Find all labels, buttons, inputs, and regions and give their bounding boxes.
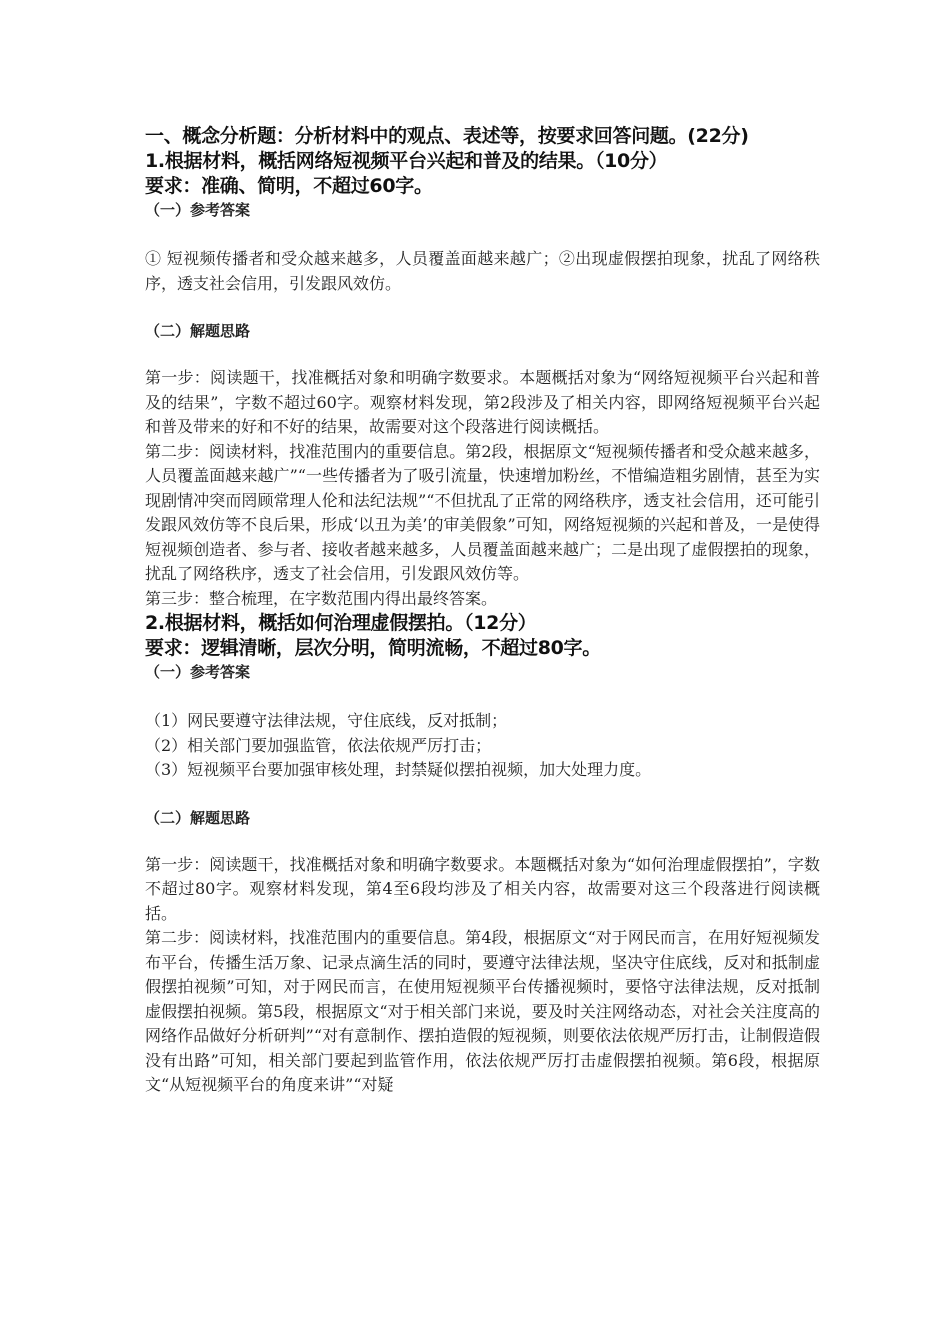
- question-2: 2.根据材料，概括如何治理虚假摆拍。（12分）: [145, 612, 537, 634]
- q1-step-3: 第三步：整合梳理，在字数范围内得出最终答案。: [145, 588, 498, 608]
- spacer: [145, 296, 820, 320]
- question-1-requirement: 要求：准确、简明，不超过60字。: [145, 175, 433, 197]
- q2-answer-item-3: （3）短视频平台要加强审核处理，封禁疑似摆拍视频，加大处理力度。: [145, 760, 652, 779]
- q2-step-2: 第二步：阅读材料，找准范围内的重要信息。第4段，根据原文“对于网民而言，在用好短视频发布平台，传播生活万象、记录点滴生活的同时，要遵守法律法规，坚决守住底线，反对和抵制虚假摆拍视频”可知，对于网民而言，在使用短视频平台传播视频时，要恪守法律法规，反对抵制虚假摆拍视频。第5段，根据原文“对于相关部门来说，要及时关注网络动态，对社会关注度高的网络作品做好分析研判”“对有意制作、摆拍造假的短视频，则要依法依规严厉打击，让制假造假没有出路”可知，相关部门要起到监管作用，依法依规严厉打击虚假摆拍视频。第6段，根据原文“从短视频平台的角度来讲”“对疑: [145, 928, 820, 1094]
- spacer: [145, 783, 820, 807]
- spacer: [145, 342, 820, 366]
- question-1: 1.根据材料，概括网络短视频平台兴起和普及的结果。（10分）: [145, 150, 668, 172]
- q2-answer-item-2: （2）相关部门要加强监管，依法依规严厉打击；: [145, 735, 492, 755]
- q2-step-1: 第一步：阅读题干，找准概括对象和明确字数要求。本题概括对象为“如何治理虚假摆拍”，字数不超过80字。观察材料发现，第4至6段均涉及了相关内容，故需要对这三个段落进行阅读概括。: [145, 854, 820, 923]
- q2-answer-item-1: （1）网民要遵守法律法规，守住底线，反对抵制；: [145, 711, 508, 730]
- q1-step-1: 第一步：阅读题干，找准概括对象和明确字数要求。本题概括对象为“网络短视频平台兴起和普及的结果”，字数不超过60字。观察材料发现，第2段涉及了相关内容，即网络短视频平台兴起和普及带来的好和不好的结果，故需要对这个段落进行阅读概括。: [145, 368, 820, 436]
- spacer: [145, 221, 820, 247]
- section-title: 一、概念分析题：分析材料中的观点、表述等，按要求回答问题。(22分): [145, 125, 749, 147]
- q1-thinking-heading: （二）解题思路: [145, 322, 251, 340]
- q1-answer-text: ① 短视频传播者和受众越来越多，人员覆盖面越来越广；②出现虚假摆拍现象，扰乱了网络秩序，透支社会信用，引发跟风效仿。: [145, 249, 820, 293]
- spacer: [145, 829, 820, 853]
- q1-step-2: 第二步：阅读材料，找准范围内的重要信息。第2段，根据原文“短视频传播者和受众越来越多，人员覆盖面越来越广”“一些传播者为了吸引流量，快速增加粉丝，不惜编造粗劣剧情，甚至为实现剧情冲突而罔顾常理人伦和法纪法规”“不但扰乱了正常的网络秩序，透支社会信用，还可能引发跟风效仿等不良后果，形成‘以丑为美’的审美假象”可知，网络短视频的兴起和普及，一是使得短视频创造者、参与者、接收者越来越多，人员覆盖面越来越广；二是出现了虚假摆拍的现象，扰乱了网络秩序，透支了社会信用，引发跟风效仿等。: [145, 441, 820, 583]
- spacer: [145, 683, 820, 709]
- q2-answer-heading: （一）参考答案: [145, 663, 251, 681]
- question-2-requirement: 要求：逻辑清晰，层次分明，简明流畅，不超过80字。: [145, 637, 601, 659]
- q1-answer-heading: （一）参考答案: [145, 201, 251, 219]
- q2-thinking-heading: （二）解题思路: [145, 808, 251, 827]
